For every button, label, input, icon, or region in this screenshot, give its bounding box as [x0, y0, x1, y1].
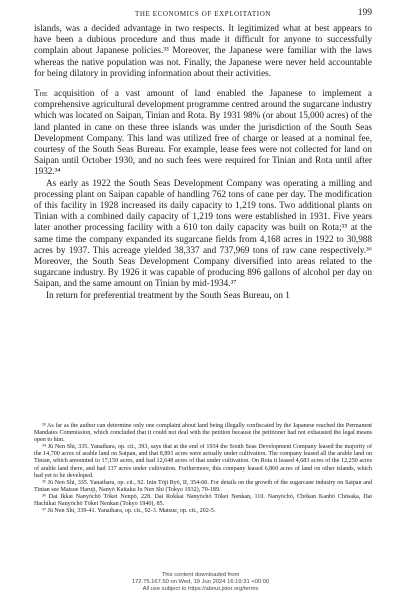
paragraph	[34, 290, 372, 301]
footnote: ³⁷ Jū Nen Shi, 339-41. Yanaihara, op. cit., 92-3. Matsue, op. cit., 202-5.	[42, 508, 216, 515]
footnote: ³³ As far as the author can determine only one complaint about land being illegally confiscated by the Japanese reached the Permanent Mandates Commission, which concluded that it could not deal with the petition because the petitioner had not exhausted the legal means open to him.	[34, 423, 372, 444]
footnote: ³⁵ Jū Nen Shi, 335. Yanaihara, op. cit., 92. Inin Tōji Ryō, II, 354-60. For details on the growth of the sugarcane industry on Saipan and Tinian see Matsue Haruji, Nanyō Kaitaku Ju Nen Shi (Tokyo 1932), 70-189.	[34, 479, 372, 493]
running-head: THE ECONOMICS OF EXPLOITATION	[134, 10, 272, 18]
page-number: 199	[357, 8, 372, 18]
jstor-notice-line: All use subject to https://about.jstor.org/terms	[142, 586, 259, 593]
page-header	[34, 8, 372, 20]
paragraph-lead: The	[34, 88, 48, 99]
jstor-notice-line: This content downloaded from	[161, 572, 240, 578]
jstor-download-notice	[0, 572, 401, 594]
paragraph-text: acquisition of a vast amount of land enabled the Japanese to implement a comprehensive agricultural development programme centred around the sugarcane industry which was located on Saipan, Tinian and Rota. By 1931 98% (or about 15,000 acres) of the land planted in cane on these three islands was under the jurisdiction of the South Seas Development Company. This land was utilized free of charge or leased at a nominal fee, courtesy of the South Seas Bureau. For example, lease fees were not collected for land on Saipan until October 1930, and no such fees were required for Tinian and Rota until after 1932.³⁴	[34, 88, 372, 177]
paragraph-text: In return for preferential treatment by the South Seas Bureau, on 1	[46, 289, 290, 300]
jstor-notice-line: 172.75.167.50 on Wed, 19 Jun 2024 16:19:31 +00:00	[131, 579, 270, 586]
paragraph-text: islands, was a decided advantage in two respects. It legitimized what at best appears to have been a dubious procedure and thus made it difficult for anyone to successfully complain about Japanese policies.³³ Moreover, the Japanese were familiar with the laws whereas the native population was not. Finally, the Japanese were never held accountable for being dilatory in providing information about their activities.	[34, 23, 372, 78]
footnote: ³⁶ Dai Ikkai Nanyōchō Tōkei Nenpō, 228. Dai Rokkai Nanyōchō Tōkei Nenkan, 110. Nanyōchō, Chōkan Kanbō Chōsaka, Dai Hachikai Nanyōchō Tōkei Nenkan (Tokyo 1940), 85.	[34, 493, 372, 508]
paragraph	[34, 88, 372, 178]
paragraph-text: As early as 1922 the South Seas Development Company was operating a milling and processing plant on Saipan capable of handling 762 tons of cane per day. The modification of this facility in 1928 increased its daily capacity to 1,219 tons. Two additional plants on Tinian with a combined daily capacity of 1,219 tons were established in 1931. Five years later another processing facility with a 610 ton daily capacity was built on Rota;³⁵ at the same time the company expanded its sugarcane fields from 4,168 acres in 1922 to 30,988 acres by 1937. This acreage yielded 38,337 and 737,969 tons of raw cane respectively.³⁶ Moreover, the South Seas Development Company diversified into areas related to the sugarcane industry. By 1926 it was capable of producing 896 gallons of alcohol per day on Saipan, and the same amount on Tinian by mid-1934.³⁷	[34, 177, 372, 289]
paragraph	[34, 178, 372, 290]
paragraph	[34, 23, 372, 79]
body-text	[34, 23, 372, 301]
footnote: ³⁴ Jū Nen Shi, 335. Yanaihara, op. cit., 393, says that at the end of 1934 the South Seas Development Company leased the majority of the 14,700 acres of arable land on Saipan, and that 8,891 acres were actually under cultivation. The company leased all the arable land on Tinian, which amounted to 17,150 acres, and had 12,648 acres of that under cultivation. On Rota it leased 4,683 acres of the 12,250 acres of arable land there, and had 137 acres under cultivation. Furthermore, this company leased 6,860 acres of land on other islands, which had yet to be developed.	[34, 444, 372, 479]
footnotes	[34, 423, 372, 515]
